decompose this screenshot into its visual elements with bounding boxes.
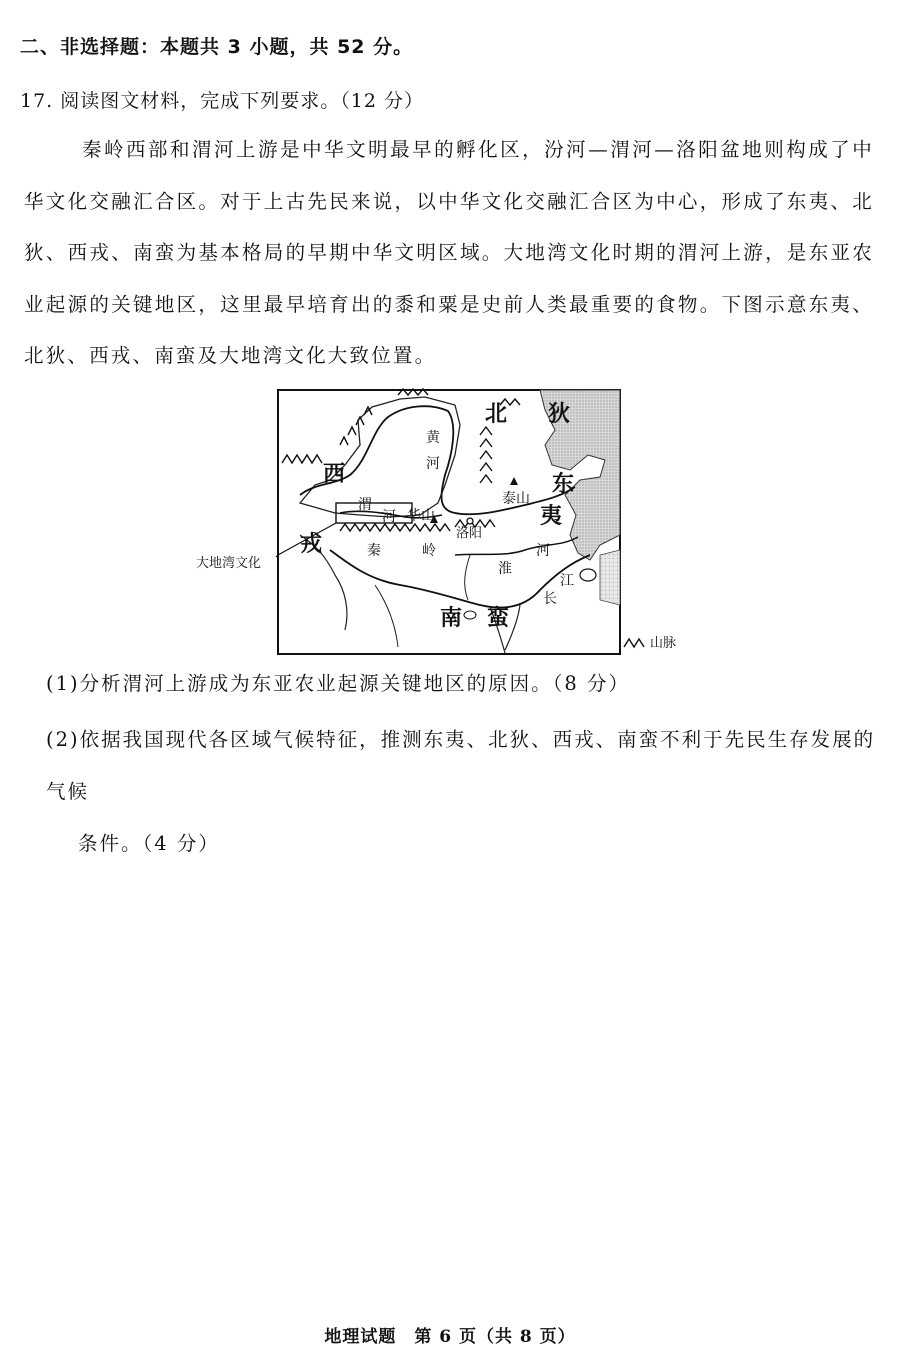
river-label-huang-1: 黄 (426, 430, 440, 446)
region-label-xi: 西 (323, 462, 346, 487)
region-label-bei: 北 (485, 402, 508, 427)
region-label-yi: 夷 (540, 504, 563, 529)
river-label-wei-2: 河 (382, 509, 396, 525)
mountain-label-huashan: 华山 (407, 508, 435, 524)
legend-mountain-label: 山脉 (650, 636, 677, 651)
river-label-huai-1: 淮 (498, 561, 512, 577)
mountain-label-qin: 秦 (367, 543, 381, 559)
ancient-china-map (0, 385, 900, 665)
subquestion-2-line-1: (2)依据我国现代各区域气候特征，推测东夷、北狄、西戎、南蛮不利于先民生存发展的气候 (46, 728, 876, 803)
region-label-nan: 南 (440, 606, 463, 631)
subquestion-2-line-2: 条件。（4 分） (78, 832, 220, 855)
map-figure (0, 385, 900, 665)
mountain-legend-icon (624, 639, 644, 647)
dadiwan-callout-label: 大地湾文化 (196, 556, 262, 571)
subquestion-2 (46, 714, 876, 870)
mountain-label-ling: 岭 (422, 543, 436, 559)
river-label-wei-1: 渭 (358, 497, 372, 513)
subquestion-1: (1)分析渭河上游成为东亚农业起源关键地区的原因。（8 分） (46, 672, 630, 695)
city-label-luoyang: 洛阳 (456, 526, 483, 541)
region-label-man: 蛮 (487, 606, 510, 631)
river-label-chang-1: 长 (543, 591, 557, 607)
region-label-rong: 戎 (300, 532, 323, 557)
river-label-chang-2: 江 (560, 573, 574, 589)
section-title: 二、非选择题：本题共 3 小题，共 52 分。 (20, 36, 414, 58)
region-label-di: 狄 (548, 402, 571, 427)
river-label-huai-2: 河 (536, 543, 550, 559)
mountain-label-taishan: 泰山 (502, 491, 530, 507)
page-footer: 地理试题 第 6 页（共 8 页） (324, 1327, 576, 1347)
question-title: 17. 阅读图文材料，完成下列要求。（12 分） (20, 90, 424, 112)
material-passage: 秦岭西部和渭河上游是中华文明最早的孵化区，汾河—渭河—洛阳盆地则构成了中华文化交融汇合区。对于上古先民来说，以中华文化交融汇合区为中心，形成了东夷、北狄、西戎、南蛮为基本格局的早期中华文明区域。大地湾文化时期的渭河上游，是东亚农业起源的关键地区，这里最早培育出的黍和粟是史前人类最重要的食物。下图示意东夷、北狄、西戎、南蛮及大地湾文化大致位置。 (24, 138, 874, 367)
region-label-dong: 东 (552, 472, 575, 497)
river-label-huang-2: 河 (426, 456, 440, 472)
